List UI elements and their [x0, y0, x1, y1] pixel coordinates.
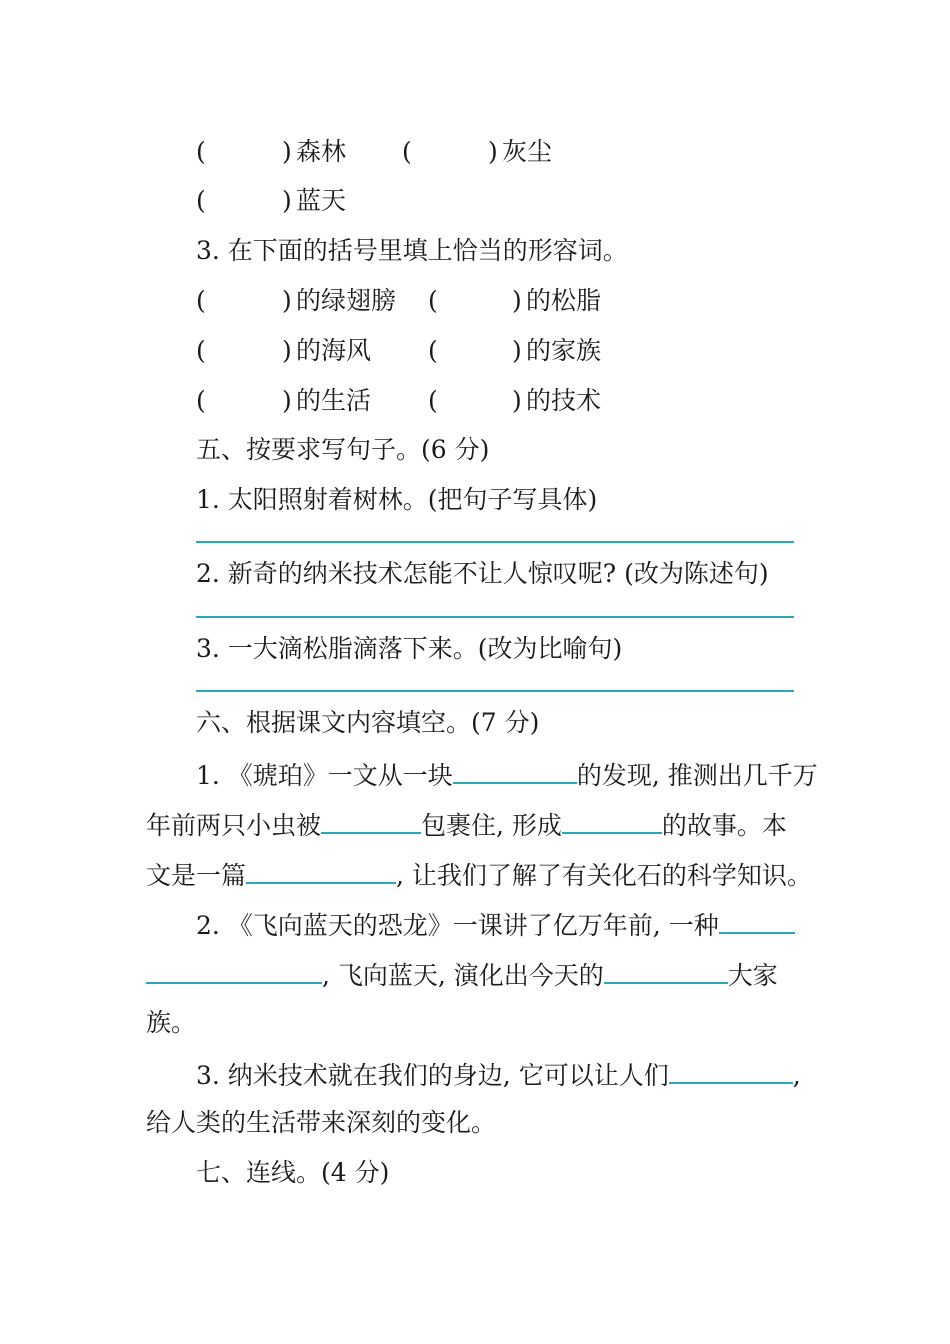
text-segment: 包裹住, 形成	[421, 811, 562, 840]
section-6-q2-line-1	[196, 908, 795, 938]
text-segment: , 飞向蓝天, 演化出今天的	[322, 961, 604, 990]
paren-label: 的绿翅膀	[296, 286, 397, 315]
q3-row-2	[196, 336, 796, 366]
text-segment: 3. 纳米技术就在我们的身边, 它可以让人们	[196, 1061, 669, 1090]
paren-close: )	[512, 286, 522, 315]
paren-open: (	[196, 186, 206, 215]
q2-row-2	[196, 186, 796, 216]
question-3-title: 3. 在下面的括号里填上恰当的形容词。	[196, 236, 628, 265]
paren-open: (	[428, 336, 438, 365]
text-segment: 大家	[727, 961, 778, 990]
paren-close: )	[282, 137, 292, 166]
fill-blank[interactable]	[246, 858, 396, 884]
text-segment: 的故事。本	[661, 811, 787, 840]
section-6-q1-line-1	[196, 758, 818, 788]
paren-close: )	[282, 336, 292, 365]
text-segment: 的发现, 推测出几千万	[576, 761, 818, 790]
paren-close: )	[512, 386, 522, 415]
section-7-title: 七、连线。(4 分)	[196, 1158, 390, 1187]
fill-blank[interactable]	[453, 758, 577, 784]
section-6-q2-line-2	[146, 958, 778, 988]
section-6-q1-line-3	[146, 858, 812, 888]
answer-line[interactable]	[196, 690, 794, 692]
paren-open: (	[196, 386, 206, 415]
paren-label: 森林	[296, 137, 347, 166]
q2-row-1	[196, 137, 796, 167]
paren-close: )	[282, 386, 292, 415]
section-6-q3-line-2: 给人类的生活带来深刻的变化。	[146, 1108, 497, 1137]
paren-open: (	[402, 137, 412, 166]
section-6-title: 六、根据课文内容填空。(7 分)	[196, 708, 540, 737]
fill-blank[interactable]	[669, 1058, 793, 1084]
paren-open: (	[428, 386, 438, 415]
text-segment: ,	[792, 1061, 801, 1090]
paren-label: 灰尘	[502, 137, 553, 166]
paren-label: 的技术	[526, 386, 602, 415]
fill-blank[interactable]	[604, 958, 728, 984]
q3-row-3	[196, 386, 796, 416]
text-segment: 年前两只小虫被	[146, 811, 322, 840]
paren-open: (	[196, 137, 206, 166]
fill-blank[interactable]	[562, 808, 662, 834]
section-5-item-1: 1. 太阳照射着树林。(把句子写具体)	[196, 485, 598, 514]
text-segment: 1. 《琥珀》一文从一块	[196, 761, 453, 790]
paren-label: 的家族	[526, 336, 602, 365]
section-5-item-3: 3. 一大滴松脂滴落下来。(改为比喻句)	[196, 634, 623, 663]
paren-label: 蓝天	[296, 186, 347, 215]
answer-line[interactable]	[196, 616, 794, 618]
fill-blank[interactable]	[146, 958, 322, 984]
fill-blank[interactable]	[321, 808, 421, 834]
paren-open: (	[196, 286, 206, 315]
section-6-q1-line-2	[146, 808, 787, 838]
fill-blank[interactable]	[719, 908, 795, 934]
text-segment: , 让我们了解了有关化石的科学知识。	[396, 861, 812, 890]
paren-open: (	[196, 336, 206, 365]
paren-close: )	[282, 186, 292, 215]
text-segment: 2. 《飞向蓝天的恐龙》一课讲了亿万年前, 一种	[196, 911, 719, 940]
section-6-q3-line-1	[196, 1058, 801, 1088]
section-6-q2-line-3: 族。	[146, 1008, 197, 1037]
paren-close: )	[512, 336, 522, 365]
paren-open: (	[428, 286, 438, 315]
text-segment: 文是一篇	[146, 861, 247, 890]
answer-line[interactable]	[196, 541, 794, 543]
section-5-item-2: 2. 新奇的纳米技术怎能不让人惊叹呢? (改为陈述句)	[196, 559, 769, 588]
section-5-title: 五、按要求写句子。(6 分)	[196, 435, 490, 464]
paren-close: )	[488, 137, 498, 166]
q3-row-1	[196, 286, 796, 316]
paren-label: 的松脂	[526, 286, 602, 315]
paren-label: 的海风	[296, 336, 372, 365]
paren-close: )	[282, 286, 292, 315]
paren-label: 的生活	[296, 386, 372, 415]
